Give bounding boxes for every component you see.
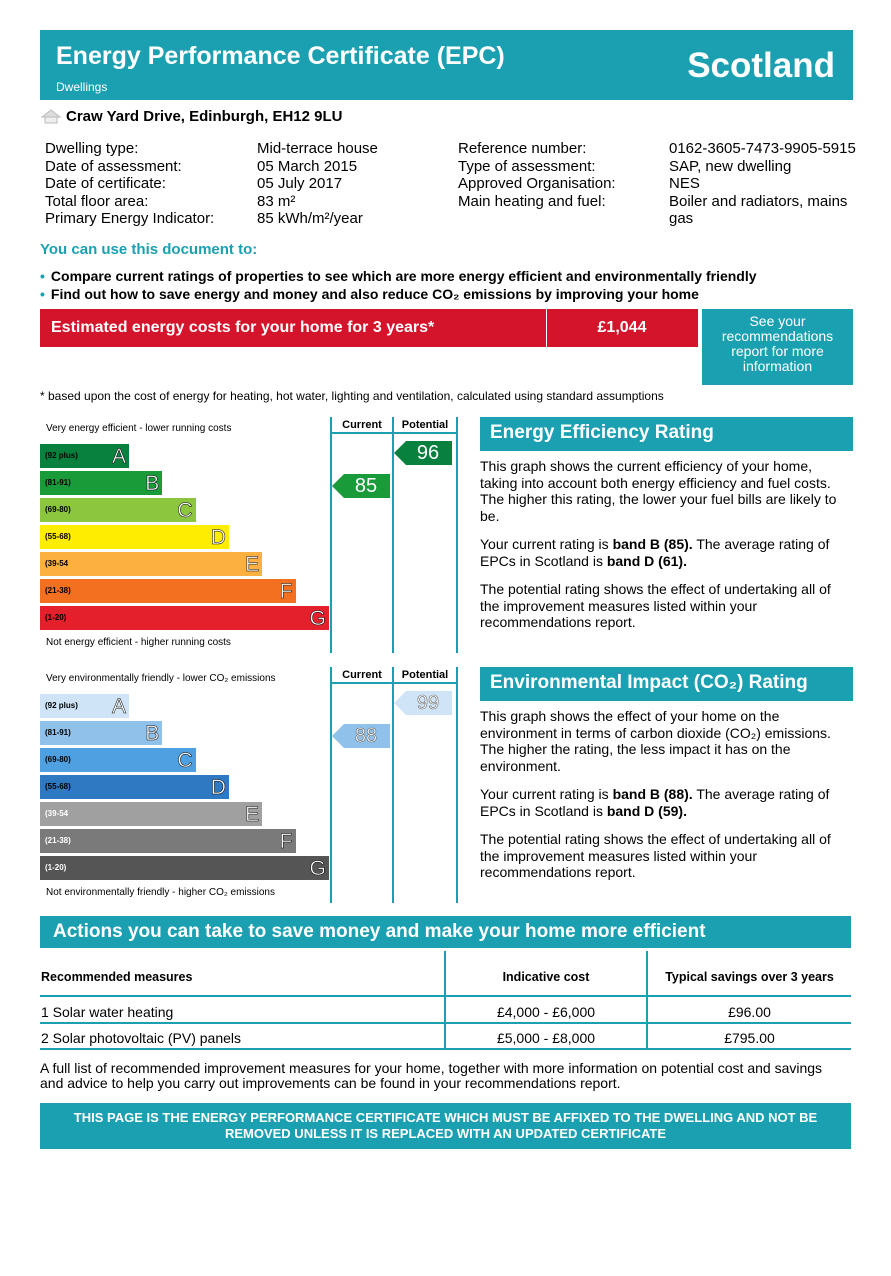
band-letter: A (111, 695, 126, 718)
band-range: (39-54 (45, 809, 69, 818)
band-range: (1-20) (45, 613, 67, 622)
detail-value: 83 m² (257, 192, 296, 210)
actions-heading: Actions you can take to save money and make your home more efficient (40, 916, 851, 948)
band-d (40, 775, 229, 799)
current-column-header: Current (342, 419, 382, 431)
band-letter: E (245, 803, 260, 826)
band-letter: G (309, 857, 326, 880)
chart-bottom-note: Not environmentally friendly - higher CO₂ emissions (46, 887, 275, 898)
paragraph: Your current rating is band B (88). The average rating of EPCs in Scotland is band D (59). (480, 786, 830, 819)
band-letter: B (145, 472, 160, 495)
chart-bottom-note: Not energy efficient - higher running costs (46, 637, 231, 648)
page-subtitle: Dwellings (56, 80, 108, 94)
current-rating-arrow (332, 474, 390, 498)
band-d (40, 525, 229, 549)
environmental-impact-heading: Environmental Impact (CO₂) Rating (480, 667, 853, 701)
table-cell: £4,000 - £6,000 (496, 1004, 596, 1020)
band-range: (81-91) (45, 728, 71, 737)
table-divider (40, 1022, 851, 1024)
energy-cost-bar (40, 309, 698, 347)
potential-rating-arrow (394, 691, 452, 715)
chart-column-divider (330, 667, 332, 903)
paragraph: The potential rating shows the effect of undertaking all of the improvement measures listed within your recommendations report. (480, 581, 831, 630)
detail-value: Boiler and radiators, mains gas (669, 192, 848, 227)
use-doc-bullet: • Compare current ratings of properties to see which are more energy efficient and environmentally friendly (40, 268, 757, 284)
country-label: Scotland (687, 46, 835, 85)
use-doc-title: You can use this document to: (40, 241, 258, 258)
affix-notice: THIS PAGE IS THE ENERGY PERFORMANCE CERTIFICATE WHICH MUST BE AFFIXED TO THE DWELLING AND NOT BE REMOVED UNLESS IT IS REPLACED WITH AN UPDATED CERTIFICATE (40, 1103, 851, 1149)
detail-label: Main heating and fuel: (458, 192, 606, 210)
bullet-icon: • (40, 268, 45, 284)
energy-rating-chart (40, 417, 458, 653)
detail-label: Primary Energy Indicator: (45, 210, 215, 227)
detail-value: 05 March 2015 (257, 157, 358, 175)
detail-value: Mid-terrace house (257, 140, 378, 157)
band-a (40, 444, 129, 468)
band-c (40, 498, 196, 522)
band-range: (92 plus) (45, 701, 78, 710)
detail-label: Approved Organisation: (458, 175, 616, 192)
band-range: (39-54 (45, 559, 69, 568)
current-rating-arrow (332, 724, 390, 748)
current-column-header: Current (342, 669, 382, 681)
address-line (40, 108, 342, 125)
energy-cost-label: Estimated energy costs for your home for 3 years* (51, 319, 435, 336)
band-letter: D (210, 776, 226, 799)
band-letter: C (177, 499, 193, 522)
table-divider (40, 1048, 851, 1050)
address-text: Craw Yard Drive, Edinburgh, EH12 9LU (66, 108, 343, 125)
chart-top-note: Very environmentally friendly - lower CO₂ emissions (46, 673, 276, 684)
rating-value: 85 (354, 475, 378, 497)
paragraph: Your current rating is band B (85). The average rating of EPCs in Scotland is band D (61). (480, 536, 830, 569)
table-cell: £5,000 - £8,000 (496, 1030, 596, 1046)
table-header: Typical savings over 3 years (665, 970, 834, 984)
band-b (40, 721, 162, 745)
band-range: (55-68) (45, 782, 71, 791)
band-letter: D (210, 526, 226, 549)
potential-rating-arrow (394, 441, 452, 465)
paragraph: This graph shows the current efficiency of your home, taking into account both energy efficiency and fuel costs. The higher this rating, the lower your fuel bills are likely to be. (480, 458, 837, 524)
band-letter: F (279, 830, 293, 853)
paragraph: This graph shows the effect of your home on the environment in terms of carbon dioxide (CO₂) emissions. The higher the rating, the less impact it has on the environment. (480, 708, 831, 774)
detail-value: NES (669, 175, 700, 192)
band-range: (21-38) (45, 586, 71, 595)
table-header: Indicative cost (502, 970, 590, 984)
detail-label: Reference number: (458, 140, 587, 157)
cost-footnote: * based upon the cost of energy for heating, hot water, lighting and ventilation, calculated using standard assumptions (40, 389, 664, 403)
rating-value: 99 (416, 692, 440, 714)
energy-cost-value: £1,044 (597, 319, 647, 336)
detail-label: Total floor area: (45, 192, 149, 210)
detail-label: Type of assessment: (458, 157, 596, 175)
detail-label: Dwelling type: (45, 140, 139, 157)
house-icon (40, 108, 62, 124)
band-f (40, 579, 296, 603)
band-letter: B (145, 722, 160, 745)
potential-column-header: Potential (401, 669, 449, 681)
band-letter: E (245, 553, 260, 576)
band-e (40, 552, 262, 576)
band-letter: G (309, 607, 326, 630)
see-recommendations-button[interactable]: See your recommendations report for more information (702, 309, 853, 385)
table-cell: £96.00 (728, 1004, 771, 1020)
band-letter: F (279, 580, 293, 603)
band-range: (69-80) (45, 505, 71, 514)
environmental-impact-text (480, 708, 846, 893)
table-header: Recommended measures (41, 970, 193, 984)
band-letter: A (111, 445, 126, 468)
chart-column-divider (330, 417, 332, 653)
full-list-note: A full list of recommended improvement measures for your home, together with more information on potential cost and savings and advice to help you carry out improvements can be found in your recommendations report. (40, 1060, 823, 1091)
table-cell: 2 Solar photovoltaic (PV) panels (41, 1030, 241, 1046)
band-range: (81-91) (45, 478, 71, 487)
detail-label: Date of assessment: (45, 157, 182, 175)
table-cell: £795.00 (724, 1030, 775, 1046)
potential-column-header: Potential (401, 419, 449, 431)
bullet-icon: • (40, 286, 45, 302)
band-letter: C (177, 749, 193, 772)
rating-value: 88 (354, 725, 378, 747)
chart-header-divider (330, 682, 458, 684)
energy-efficiency-heading: Energy Efficiency Rating (480, 417, 853, 451)
table-divider (40, 995, 851, 997)
band-range: (21-38) (45, 836, 71, 845)
band-g (40, 606, 329, 630)
chart-header-divider (330, 432, 458, 434)
paragraph: The potential rating shows the effect of undertaking all of the improvement measures listed within your recommendations report. (480, 831, 831, 880)
band-e (40, 802, 262, 826)
band-a (40, 694, 129, 718)
detail-value: 05 July 2017 (257, 175, 343, 192)
detail-value: 85 kWh/m²/year (257, 210, 363, 227)
detail-value: 0162-3605-7473-9905-5915 (669, 140, 856, 157)
page-title: Energy Performance Certificate (EPC) (56, 42, 505, 70)
use-doc-bullet: • Find out how to save energy and money and also reduce CO₂ emissions by improving your home (40, 286, 699, 302)
band-b (40, 471, 162, 495)
rating-value: 96 (416, 442, 440, 464)
band-g (40, 856, 329, 880)
band-range: (92 plus) (45, 451, 78, 460)
band-range: (1-20) (45, 863, 67, 872)
band-f (40, 829, 296, 853)
band-c (40, 748, 196, 772)
chart-top-note: Very energy efficient - lower running costs (46, 423, 232, 434)
epc-header (40, 30, 853, 100)
detail-value: SAP, new dwelling (669, 157, 792, 175)
band-range: (69-80) (45, 755, 71, 764)
table-cell: 1 Solar water heating (41, 1004, 174, 1020)
detail-label: Date of certificate: (45, 175, 166, 192)
band-range: (55-68) (45, 532, 71, 541)
energy-efficiency-text (480, 458, 846, 643)
environmental-rating-chart (40, 667, 458, 903)
